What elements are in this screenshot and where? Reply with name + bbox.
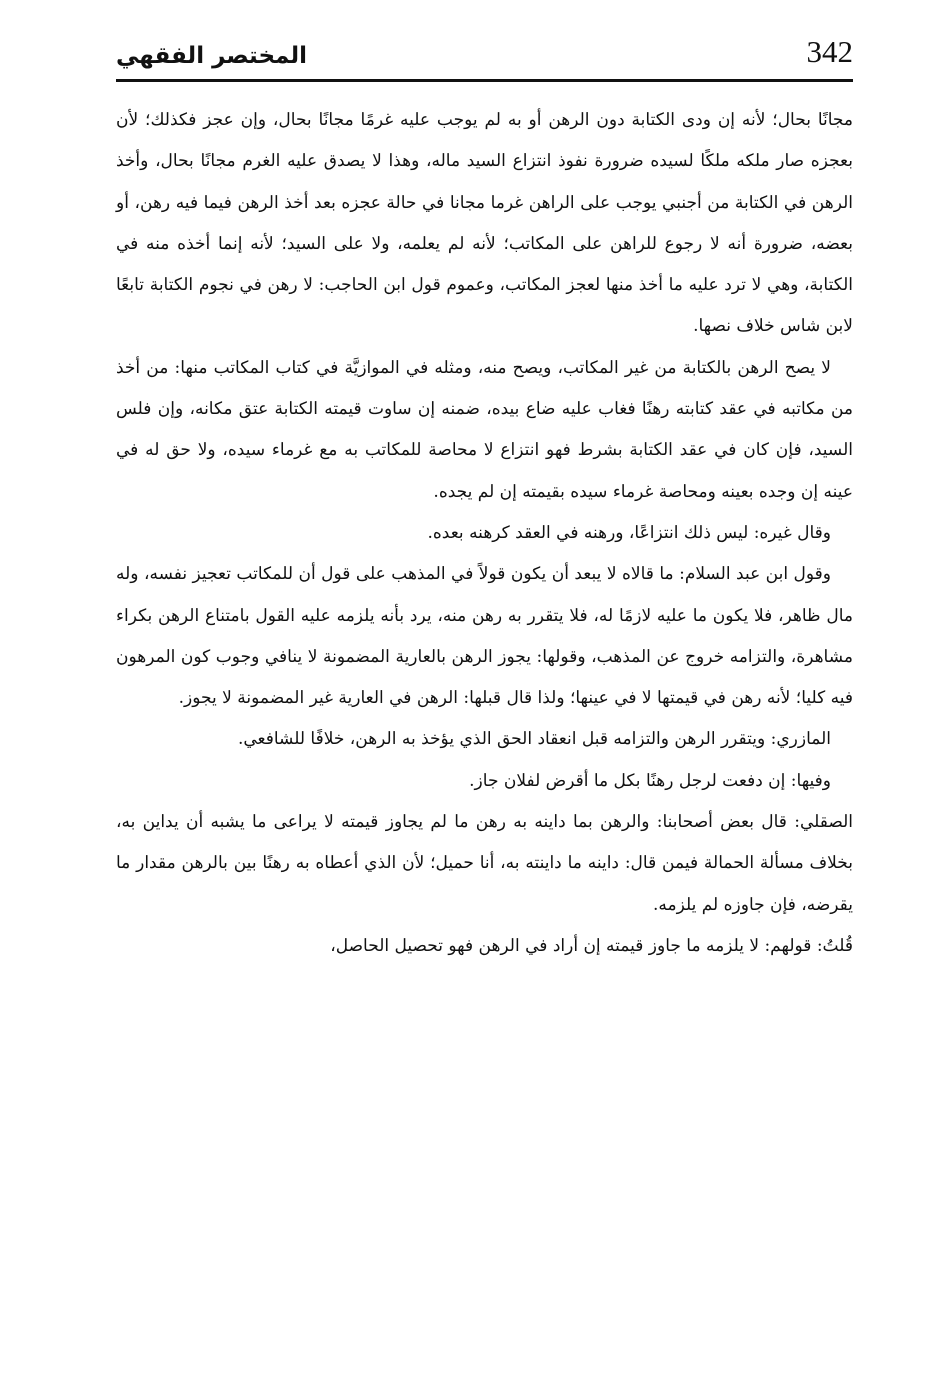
paragraph-3: وقال غيره: ليس ذلك انتزاعًا، ورهنه في العقد كرهنه بعده. <box>427 522 831 543</box>
page-header <box>116 30 853 78</box>
paragraph-2: لا يصح الرهن بالكتابة من غير المكاتب، ويصح منه، ومثله في الموازيَّة في كتاب المكاتب منها: من أخذ من مكاتبه في عقد كتابته رهنًا فغاب عليه ضاع بيده، ضمنه إن ساوت قيمته الكتابة عتق مكانه، وإن فلس السيد، فإن كان في عقد الكتابة بشرط فهو انتزاع لا محاصة للمكاتب به مع غرماء سيده، ولا حق له في عينه إن وجده بعينه ومحاصة غرماء سيده بقيمته إن لم يجده. <box>116 357 853 502</box>
paragraph-5: المازري: ويتقرر الرهن والتزامه قبل انعقاد الحق الذي يؤخذ به الرهن، خلافًا للشافعي. <box>237 729 831 750</box>
running-title: المختصر الفقهي <box>116 43 307 69</box>
paragraph-7: الصقلي: قال بعض أصحابنا: والرهن بما داينه به رهن ما لم يجاوز قيمته لا يراعى ما يشبه أن يداين به، بخلاف مسألة الحمالة فيمن قال: داينه ما داينته به، أنا حميل؛ لأن الذي أعطاه به رهنًا بين بالرهن مقدار ما يقرضه، فإن جاوزه لم يلزمه. <box>116 812 853 915</box>
paragraph-1: مجانًا بحال؛ لأنه إن ودى الكتابة دون الرهن أو به لم يوجب عليه غرمًا مجانًا بحال، وإن عجز فكذلك؛ لأن بعجزه صار ملكه ملكًا لسيده ضرورة نفوذ انتزاع السيد ماله، وهذا لا يصدق عليه الغرم مجانًا بحال، وأخذ الرهن في الكتابة من أجنبي يوجب على الراهن غرما مجانا في حالة عجزه بعد أخذ الرهن فيما فيه رهن، أو بعضه، ضرورة أنه لا رجوع للراهن على المكاتب؛ لأنه لم يعلمه، ولا على السيد؛ لأنه إنما أخذه منه في الكتابة، وهي لا ترد عليه ما أخذ منها لعجز المكاتب، وعموم قول ابن الحاجب: لا رهن في نجوم الكتابة تابعًا لابن شاس خلاف نصها. <box>116 110 853 337</box>
header-rule <box>116 79 853 82</box>
page-body <box>116 100 853 967</box>
paragraph-6: وفيها: إن دفعت لرجل رهنًا بكل ما أقرض لفلان جاز. <box>469 770 831 791</box>
paragraph-4: وقول ابن عبد السلام: ما قالاه لا يبعد أن يكون قولاً في المذهب على قول أن للمكاتب تعجيز نفسه، وله مال ظاهر، فلا يكون ما عليه لازمًا له، فلا يتقرر به رهن منه، يرد بأنه يلزمه عليه القول بامتناع الرهن بكراء مشاهرة، والتزامه خروج عن المذهب، وقولها: يجوز الرهن بالعارية المضمونة لا ينافي وجوب كون المرهون فيه كليا؛ لأنه رهن في قيمتها لا في عينها؛ ولذا قال قبلها: الرهن في العارية غير المضمونة لا يجوز. <box>116 564 854 709</box>
paragraph-8: قُلتُ: قولهم: لا يلزمه ما جاوز قيمته إن أراد في الرهن فهو تحصيل الحاصل، <box>330 935 853 956</box>
page-number: 342 <box>806 34 853 69</box>
